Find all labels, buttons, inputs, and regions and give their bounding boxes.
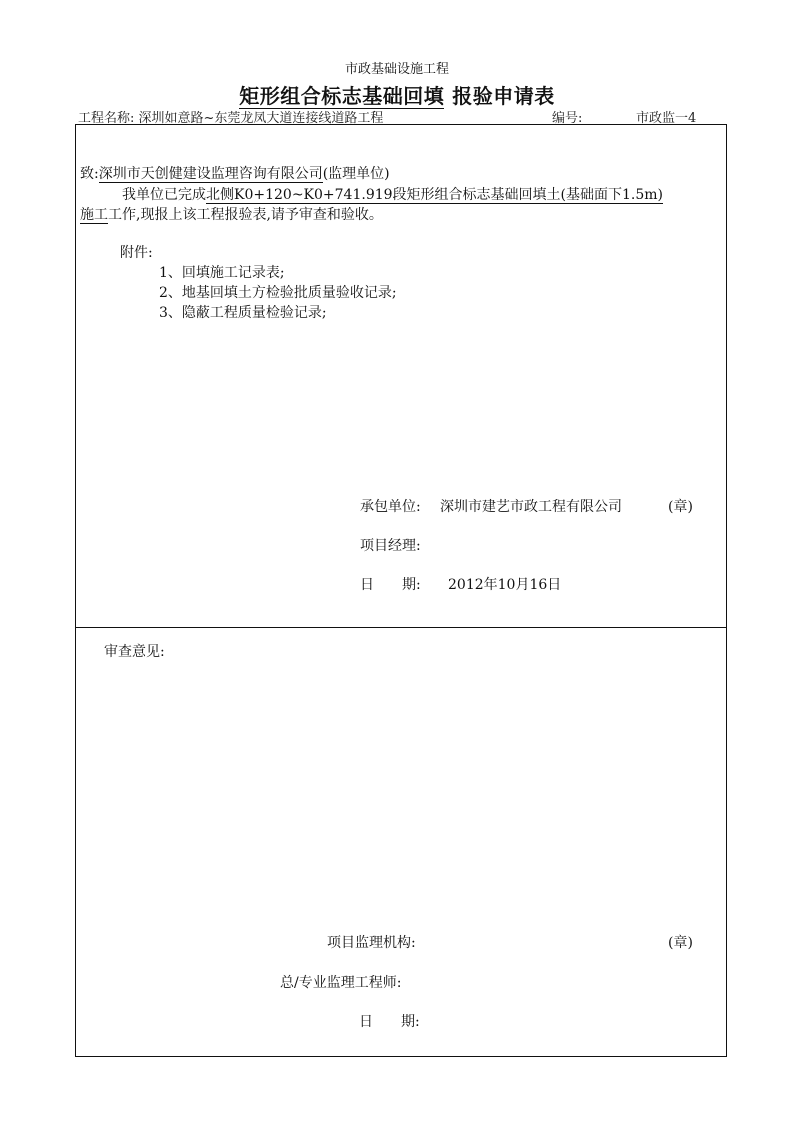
to-label: 致:	[80, 166, 99, 182]
addressee-line	[80, 163, 390, 183]
completion-statement	[122, 184, 663, 204]
review-section	[75, 627, 727, 1057]
supervision-seal: (章)	[668, 935, 693, 951]
form-number-value: 市政监一4	[636, 111, 697, 126]
review-opinion-label: 审查意见:	[104, 644, 165, 660]
supervisor-unit: 深圳市天创健建设监理咨询有限公司	[98, 166, 323, 182]
supervising-engineer-label: 总/专业监理工程师:	[280, 975, 402, 991]
form-title	[0, 80, 794, 109]
form-number-label: 编号:	[552, 111, 583, 126]
contractor-name: 深圳市建艺市政工程有限公司	[440, 499, 622, 515]
attachment-item: 3、隐蔽工程质量检验记录;	[159, 305, 327, 321]
work-item: 北侧K0+120~K0+741.919段矩形组合标志基础回填土(基础面下1.5m)	[206, 187, 664, 203]
work-type: 施工	[80, 207, 108, 223]
attachment-item: 1、回填施工记录表;	[159, 265, 285, 281]
completion-statement-cont	[80, 204, 383, 224]
application-date-label: 日 期:	[360, 577, 421, 593]
attachments-label: 附件:	[120, 245, 153, 261]
form-title-subject: 矩形组合标志基础回填	[239, 84, 445, 108]
form-subtitle: 市政基础设施工程	[344, 62, 449, 77]
supervisor-suffix: (监理单位)	[322, 166, 390, 182]
project-name-value: 深圳如意路~东莞龙凤大道连接线道路工程	[138, 111, 384, 126]
project-manager-label: 项目经理:	[360, 538, 421, 554]
completion-suffix: 工作,现报上该工程报验表,请予审查和验收。	[108, 207, 383, 223]
supervision-org-label: 项目监理机构:	[327, 935, 416, 951]
contractor-seal: (章)	[668, 499, 693, 515]
application-date-value: 2012年10月16日	[448, 577, 562, 593]
form-title-type: 报验申请表	[452, 84, 555, 108]
review-date-label: 日 期:	[359, 1014, 420, 1030]
contractor-label: 承包单位:	[360, 499, 421, 515]
project-name-label: 工程名称:	[78, 111, 135, 126]
completion-prefix: 我单位已完成	[122, 187, 206, 203]
attachment-item: 2、地基回填土方检验批质量验收记录;	[159, 285, 397, 301]
